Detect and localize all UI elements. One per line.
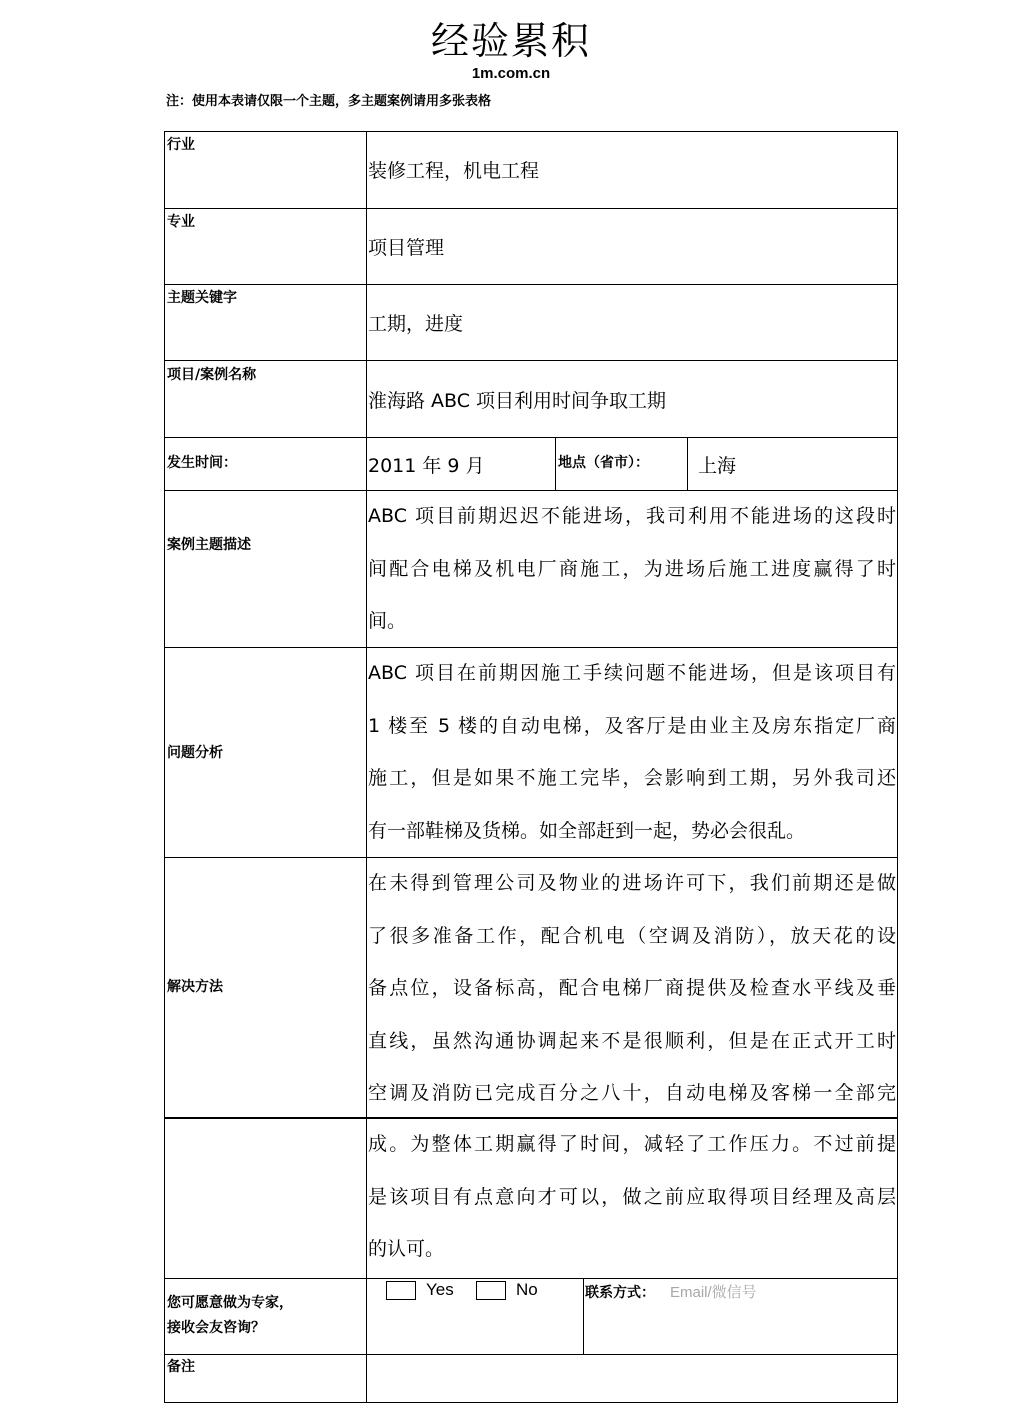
solution-line: 成。为整体工期赢得了时间，减轻了工作压力。不过前提 (368, 1133, 896, 1155)
usage-note: 注：使用本表请仅限一个主题，多主题案例请用多张表格 (166, 94, 492, 109)
solution-label: 解决方法 (167, 979, 223, 995)
remarks-label: 备注 (167, 1359, 195, 1375)
solution-line: 的认可。 (368, 1238, 445, 1260)
expert-label-line1: 您可愿意做为专家， (167, 1295, 293, 1311)
location-label: 地点（省市）： (558, 455, 649, 471)
solution-line: 空调及消防已完成百分之八十，自动电梯及客梯一全部完 (368, 1082, 896, 1104)
specialty-value: 项目管理 (368, 237, 445, 259)
analysis-line: ABC 项目在前期因施工手续问题不能进场，但是该项目有 (368, 662, 896, 684)
analysis-label: 问题分析 (167, 745, 223, 761)
description-line: 间配合电梯及机电厂商施工，为进场后施工进度赢得了时 (368, 557, 896, 580)
contact-input-placeholder[interactable]: Email/微信号 (670, 1284, 757, 1301)
expert-label-cell (164, 1278, 367, 1355)
description-label-cell (164, 490, 367, 648)
time-value: 2011 年 9 月 (368, 455, 485, 477)
description-line: 间。 (368, 610, 407, 632)
analysis-text (368, 647, 896, 857)
description-line: ABC 项目前期迟迟不能进场，我司利用不能进场的这段时 (368, 505, 896, 527)
analysis-line: 1 楼至 5 楼的自动电梯，及客厅是由业主及房东指定厂商 (368, 714, 896, 737)
analysis-line: 有一部鞋梯及货梯。如全部赶到一起，势必会很乱。 (368, 819, 806, 842)
solution-cont-label-cell (164, 1118, 367, 1279)
keywords-label: 主题关键字 (167, 290, 237, 306)
no-checkbox[interactable] (476, 1281, 506, 1300)
page-title: 经验累积 (430, 19, 591, 63)
solution-text (368, 857, 896, 1120)
project-value: 淮海路 ABC 项目利用时间争取工期 (368, 390, 667, 412)
no-label: No (516, 1280, 538, 1299)
specialty-value-cell[interactable] (366, 208, 898, 285)
solution-line: 了很多准备工作，配合机电（空调及消防），放天花的设 (368, 924, 896, 947)
description-label: 案例主题描述 (167, 537, 251, 553)
solution-line: 在未得到管理公司及物业的进场许可下，我们前期还是做 (368, 872, 896, 894)
analysis-line: 施工，但是如果不施工完毕，会影响到工期，另外我司还 (368, 767, 896, 789)
project-label: 项目/案例名称 (167, 367, 257, 383)
specialty-label: 专业 (167, 214, 195, 230)
remarks-value-cell[interactable] (366, 1354, 898, 1403)
expert-label-line2: 接收会友咨询？ (167, 1320, 265, 1336)
contact-label: 联系方式： (585, 1285, 655, 1301)
industry-value: 装修工程，机电工程 (368, 160, 540, 182)
industry-label: 行业 (167, 137, 195, 153)
solution-line: 备点位，设备标高，配合电梯厂商提供及检查水平线及垂 (368, 977, 896, 999)
site-url: 1m.com.cn (471, 65, 551, 82)
yes-checkbox[interactable] (386, 1281, 416, 1300)
location-value: 上海 (698, 455, 737, 477)
time-label: 发生时间： (167, 455, 237, 471)
yes-label: Yes (426, 1280, 454, 1299)
description-text (368, 490, 896, 648)
solution-line: 直线，虽然沟通协调起来不是很顺利，但是在正式开工时 (368, 1029, 896, 1052)
solution-continued-text (368, 1118, 896, 1276)
solution-line: 是该项目有点意向才可以，做之前应取得项目经理及高层 (368, 1185, 896, 1208)
keywords-value: 工期，进度 (368, 313, 464, 335)
